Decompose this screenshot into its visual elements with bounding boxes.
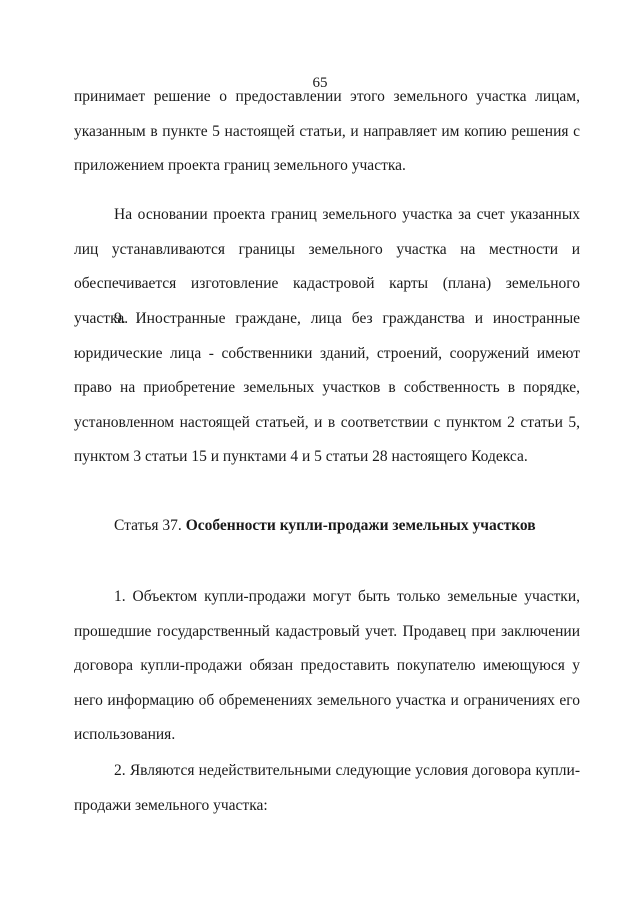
- paragraph-boundaries: На основании проекта границ земельного участка за счет указанных лиц устанавливаются границы земельного участка на местности и обеспечивается изготовление кадастровой карты (плана) земельного участка.: [74, 206, 580, 327]
- article-heading: [114, 515, 536, 537]
- article-number: Статья 37.: [114, 517, 182, 534]
- paragraph-continuation: принимает решение о предоставлении этого земельного участка лицам, указанным в пункте 5 настоящей статьи, и направляет им копию решения с приложением проекта границ земельного участка.: [74, 88, 580, 174]
- article-paragraph-1: 1. Объектом купли-продажи могут быть только земельные участки, прошедшие государственный кадастровый учет. Продавец при заключении договора купли-продажи обязан предоставить покупателю имеющуюся у него информацию об обременениях земельного участка и ограничениях его использования.: [74, 588, 580, 743]
- article-paragraph-2: 2. Являются недействительными следующие условия договора купли-продажи земельного участка:: [74, 762, 580, 814]
- page-number: 65: [312, 75, 328, 91]
- paragraph-item-9: 9. Иностранные граждане, лица без гражданства и иностранные юридические лица - собственники зданий, строений, сооружений имеют право на приобретение земельных участков в собственность в порядке, установленном настоящей статьей, и в соответствии с пунктом 2 статьи 5, пунктом 3 статьи 15 и пунктами 4 и 5 статьи 28 настоящего Кодекса.: [74, 310, 580, 465]
- article-title: Особенности купли-продажи земельных участков: [185, 517, 536, 534]
